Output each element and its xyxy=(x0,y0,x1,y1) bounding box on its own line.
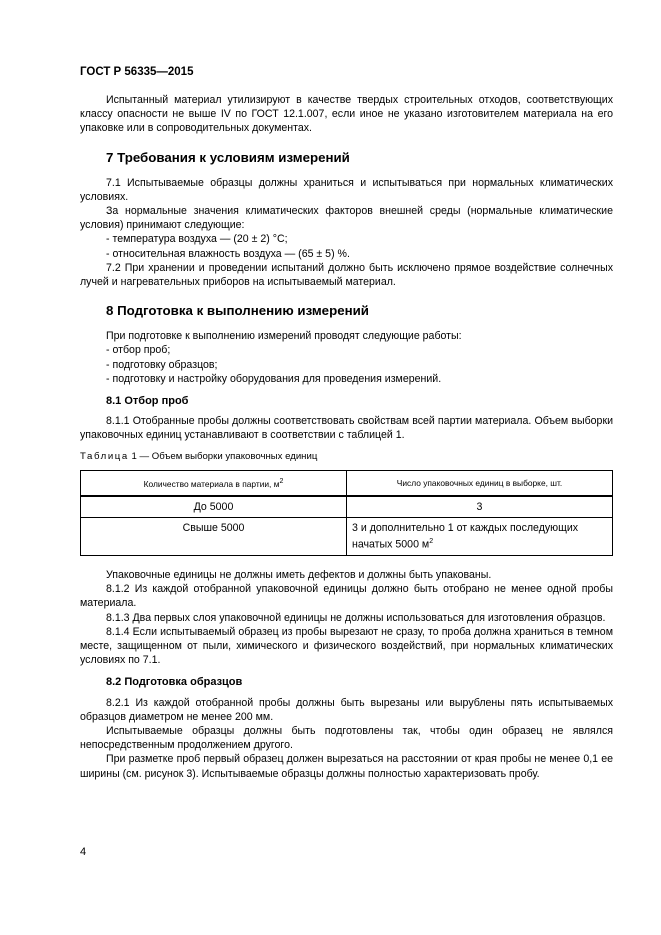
table-cell: 3 и дополнительно 1 от каждых последующих начатых 5000 $м^2$ xyxy=(347,518,613,556)
paragraph-7-2: 7.2 При хранении и проведении испытаний должно быть исключено прямое воздействие солнечных лучей и нагревательных приборов на испытываемый материал. xyxy=(80,261,613,289)
table-caption-text: 1 — Объем выборки упаковочных единиц xyxy=(128,450,318,462)
paragraph-8-intro: При подготовке к выполнению измерений проводят следующие работы: xyxy=(106,330,462,343)
section-8-heading: 8 Подготовка к выполнению измерений xyxy=(106,303,369,319)
intro-paragraph: Испытанный материал утилизируют в качестве твердых строительных отходов, соответствующих классу опасности не выше IV по ГОСТ 12.1.007, если иное не указано изготовителем материала на его упаковке или в сопроводительных документах. xyxy=(80,94,613,135)
table-header-packaging-units: Число упаковочных единиц в выборке, шт. xyxy=(347,470,613,496)
sample-size-table xyxy=(80,470,613,556)
document-code: ГОСТ Р 56335—2015 xyxy=(80,66,194,78)
paragraph-8-2-1: 8.2.1 Из каждой отобранной пробы должны быть вырезаны или вырублены пять испытываемых образцов диаметром не менее 200 мм. xyxy=(80,696,613,723)
paragraph-8-1-1: 8.1.1 Отобранные пробы должны соответствовать свойствам всей партии материала. Объем выборки упаковочных единиц устанавливают в соответствии с таблицей 1. xyxy=(80,415,613,442)
list-item-humidity: - относительная влажность воздуха — (65 ± 5) %. xyxy=(106,247,350,260)
subsection-8-1-heading: 8.1 Отбор проб xyxy=(106,395,189,408)
paragraph-7-1: 7.1 Испытываемые образцы должны храниться и испытываться при нормальных климатических условиях. xyxy=(80,176,613,203)
paragraph-packaging-defects: Упаковочные единицы не должны иметь дефектов и должны быть упакованы. xyxy=(106,569,492,581)
subsection-8-2-heading: 8.2 Подготовка образцов xyxy=(106,676,243,689)
table-row xyxy=(81,496,613,518)
list-item-specimen-prep: - подготовку образцов; xyxy=(106,358,218,371)
table-cell: До 5000 xyxy=(81,496,347,518)
document-body xyxy=(80,93,613,781)
paragraph-8-1-4: 8.1.4 Если испытываемый образец из пробы вырезают не сразу, то проба должна храниться в темном месте, защищенном от пыли, химического и физического воздействий, при нормальных климатических условиях по 7.1. xyxy=(80,625,613,667)
table-caption xyxy=(80,450,613,464)
list-item-equipment-setup: - подготовку и настройку оборудования для проведения измерений. xyxy=(106,372,442,385)
paragraph-normal-conditions: За нормальные значения климатических факторов внешней среды (нормальные климатические условия) принимают следующие: xyxy=(80,205,613,232)
table-cell: 3 xyxy=(347,496,613,518)
table-row xyxy=(81,518,613,556)
table-header-material-quantity: Количество материала в партии, $м^2$ xyxy=(81,470,347,496)
list-item-temperature: - температура воздуха — (20 ± 2) °С; xyxy=(106,233,288,246)
paragraph-specimen-continuity: Испытываемые образцы должны быть подготовлены так, чтобы один образец не являлся непосредственным продолжением другого. xyxy=(80,725,613,752)
table-caption-label: Таблица xyxy=(80,450,129,462)
list-item-sampling: - отбор проб; xyxy=(106,344,171,357)
page-number: 4 xyxy=(80,846,87,858)
table-header-row xyxy=(81,470,613,496)
paragraph-8-1-2: 8.1.2 Из каждой отобранной упаковочной единицы должно быть отобрано не менее одной пробы материала. xyxy=(80,583,613,610)
section-7-heading: 7 Требования к условиям измерений xyxy=(106,149,350,165)
table-cell: Свыше 5000 xyxy=(81,518,347,556)
paragraph-8-1-3: 8.1.3 Два первых слоя упаковочной единицы не должны использоваться для изготовления образцов. xyxy=(106,611,606,624)
paragraph-marking-specimens: При разметке проб первый образец должен вырезаться на расстоянии от края пробы не менее 0,1 ее ширины (см. рисунок 3). Испытываемые образцы должны полностью характеризовать пробу. xyxy=(80,753,613,780)
